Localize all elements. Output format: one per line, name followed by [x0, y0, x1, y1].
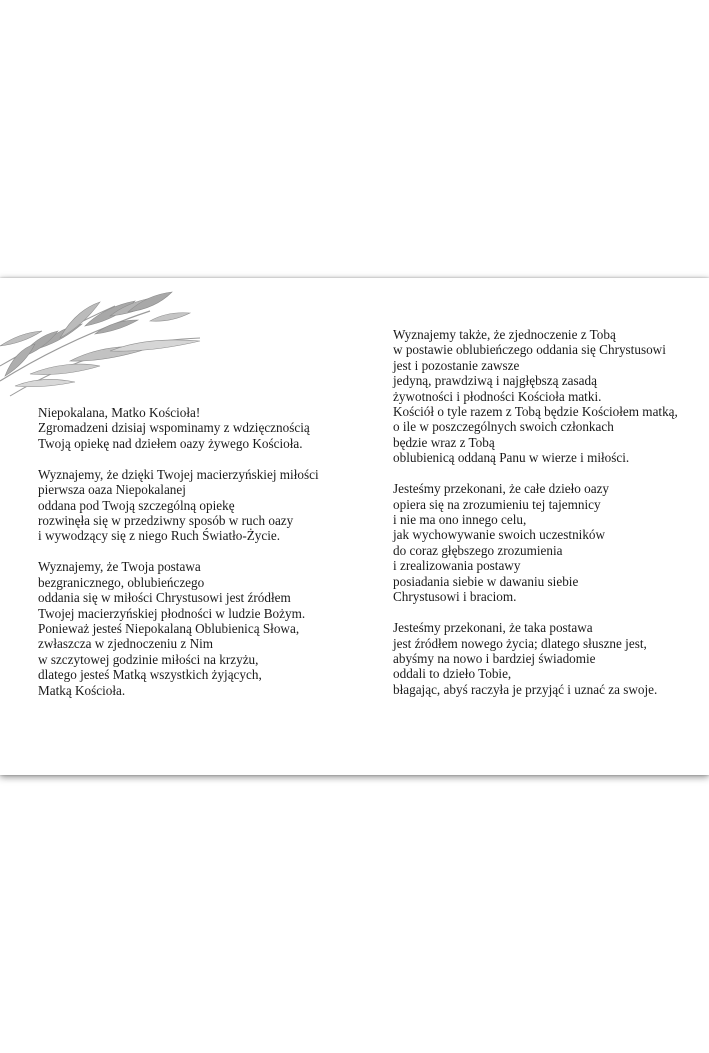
text-line: Ponieważ jesteś Niepokalaną Oblubienicą Słowa, — [38, 621, 300, 637]
leaf-branch-icon — [0, 286, 210, 406]
stanza — [38, 559, 358, 698]
text-line: w postawie oblubieńczego oddania się Chrystusowi — [393, 342, 666, 358]
text-line: i zrealizowania postawy — [393, 558, 521, 574]
text-line: rozwinęła się w przedziwny sposób w ruch oazy — [38, 513, 294, 529]
text-line: Chrystusowi i braciom. — [393, 589, 517, 605]
right-page-text — [393, 327, 703, 697]
stanza — [38, 467, 358, 544]
stanza — [393, 620, 703, 697]
text-line: jedyną, prawdziwą i najgłębszą zasadą — [393, 373, 597, 389]
text-line: do coraz głębszego zrozumienia — [393, 542, 563, 558]
text-line: o ile w poszczególnych swoich członkach — [393, 419, 614, 435]
stanza — [393, 481, 703, 604]
text-line: Niepokalana, Matko Kościoła! — [38, 405, 201, 420]
stanza — [38, 405, 358, 451]
text-line: oddania się w miłości Chrystusowi jest źródłem — [38, 590, 291, 606]
text-line: zwłaszcza w zjednoczeniu z Nim — [38, 636, 214, 652]
text-line: Matką Kościoła. — [38, 682, 126, 698]
text-line: Kościół o tyle razem z Tobą będzie Kościołem matką, — [393, 404, 678, 420]
text-line: oddana pod Twoją szczególną opiekę — [38, 497, 235, 513]
left-page-text — [38, 405, 358, 698]
text-line: błagając, abyś raczyła je przyjąć i uznać za swoje. — [393, 681, 658, 697]
text-line: dlatego jesteś Matką wszystkich żyjących, — [38, 667, 262, 683]
text-line: jak wychowywanie swoich uczestników — [393, 527, 606, 543]
stanza — [393, 327, 703, 466]
text-line: i nie ma ono innego celu, — [393, 512, 527, 528]
text-line: oddali to dzieło Tobie, — [393, 666, 512, 682]
text-line: będzie wraz z Tobą — [393, 434, 495, 450]
text-line: żywotności i płodności Kościoła matki. — [393, 388, 602, 404]
text-line: Twoją opiekę nad dziełem oazy żywego Kościoła. — [38, 435, 303, 451]
text-line: Jesteśmy przekonani, że całe dzieło oazy — [393, 481, 610, 497]
text-line: oblubienicą oddaną Panu w wierze i miłości. — [393, 450, 630, 466]
text-line: Wyznajemy, że Twoja postawa — [38, 559, 201, 575]
text-line: w szczytowej godzinie miłości na krzyżu, — [38, 651, 259, 667]
text-line: Twojej macierzyńskiej płodności w ludzie Bożym. — [38, 605, 306, 621]
book-spread — [0, 278, 709, 775]
text-line: pierwsza oaza Niepokalanej — [38, 482, 186, 498]
text-line: bezgranicznego, oblubieńczego — [38, 574, 205, 590]
text-line: Zgromadzeni dzisiaj wspominamy z wdzięcznością — [38, 420, 310, 436]
text-line: jest i pozostanie zawsze — [393, 357, 520, 373]
text-line: jest źródłem nowego życia; dlatego słuszne jest, — [393, 635, 647, 651]
text-line: Jesteśmy przekonani, że taka postawa — [393, 620, 593, 636]
text-line: Wyznajemy, że dzięki Twojej macierzyńskiej miłości — [38, 466, 319, 482]
text-line: abyśmy na nowo i bardziej świadomie — [393, 650, 596, 666]
text-line: posiadania siebie w dawaniu siebie — [393, 573, 579, 589]
text-line: opiera się na zrozumieniu tej tajemnicy — [393, 496, 601, 512]
text-line: i wywodzący się z niego Ruch Światło-Życie. — [38, 528, 281, 544]
text-line: Wyznajemy także, że zjednoczenie z Tobą — [393, 327, 616, 342]
